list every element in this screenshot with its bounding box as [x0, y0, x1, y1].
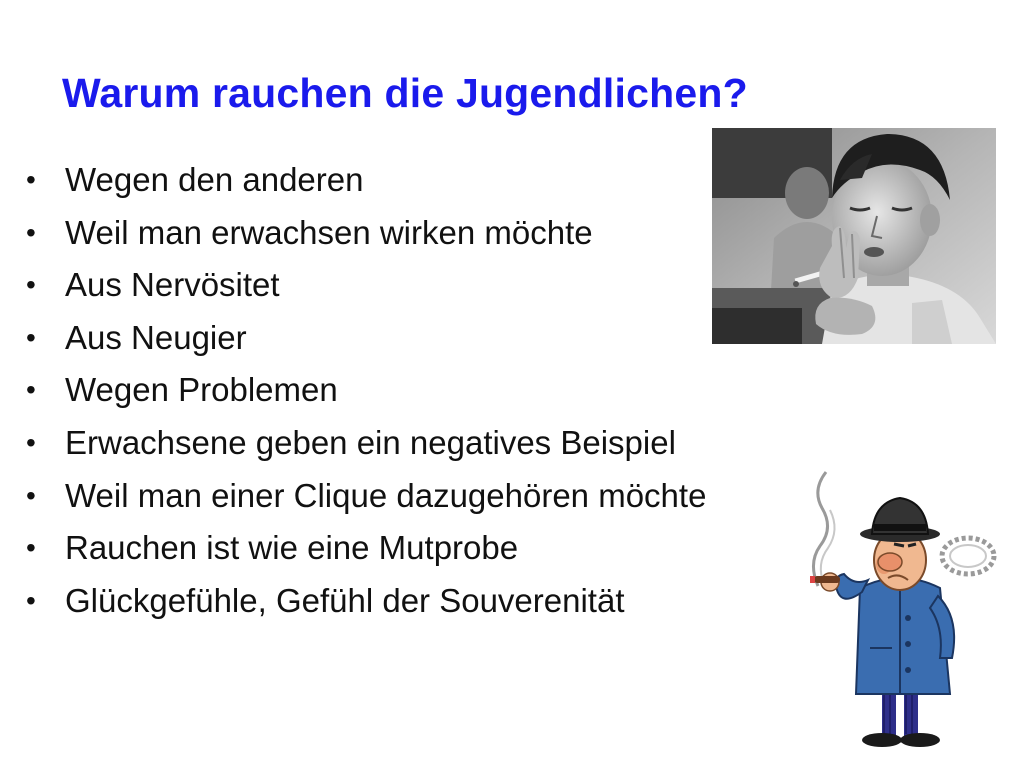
slide-title: Warum rauchen die Jugendlichen? [62, 70, 748, 116]
bullet-text: Aus Neugier [65, 318, 247, 356]
bullet-item [22, 312, 706, 365]
bullet-item [22, 470, 706, 523]
bullet-list [22, 154, 706, 627]
bullet-text: Erwachsene geben ein negatives Beispiel [65, 423, 676, 461]
bullet-text: Weil man erwachsen wirken möchte [65, 213, 593, 251]
bullet-text: Rauchen ist wie eine Mutprobe [65, 529, 519, 567]
bullet-text: Wegen den anderen [65, 161, 364, 198]
bullet-dot: • [26, 216, 36, 248]
bullet-item [22, 417, 706, 470]
bullet-dot: • [26, 479, 36, 511]
bullet-text: Aus Nervösitet [65, 266, 280, 304]
bullet-text: Glückgefühle, Gefühl der Souverenität [65, 581, 625, 619]
smoking-boy-photo [712, 128, 996, 344]
bullet-item [22, 207, 706, 260]
bullet-text: Weil man einer Clique dazugehören möchte [65, 476, 707, 514]
bullet-item [22, 522, 706, 575]
bullet-dot: • [26, 532, 36, 564]
bullet-item [22, 364, 706, 417]
bullet-dot: • [26, 584, 36, 616]
bullet-dot: • [26, 269, 36, 301]
bullet-dot: • [26, 374, 36, 406]
bullet-item [22, 154, 706, 207]
bullet-dot: • [26, 321, 36, 353]
smoking-man-cartoon [800, 468, 1000, 758]
bullet-item [22, 259, 706, 312]
bullet-dot: • [26, 426, 36, 458]
bullet-item [22, 575, 706, 628]
bullet-dot: • [26, 164, 36, 195]
bullet-text: Wegen Problemen [65, 371, 338, 409]
